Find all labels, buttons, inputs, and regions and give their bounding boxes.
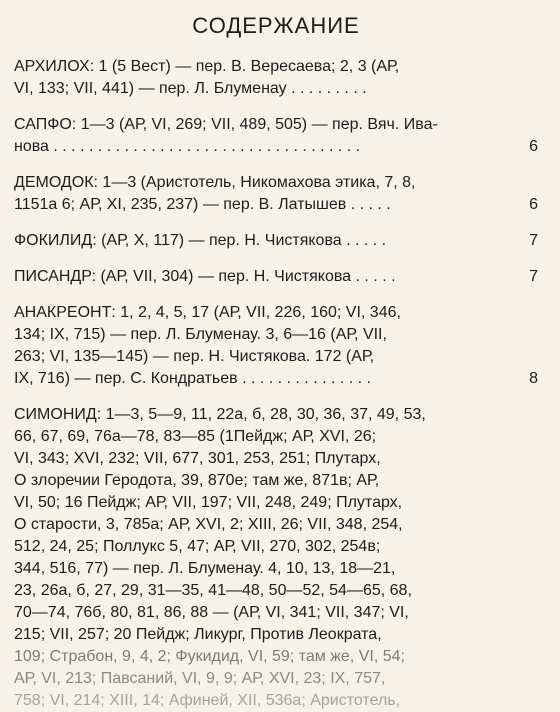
entry-line: ФОКИЛИД: (АР, X, 117) — пер. Н. Чистякова . . . . .: [14, 232, 387, 249]
page-number: 8: [529, 370, 538, 387]
toc-entry-sappho: [14, 114, 538, 158]
page-number: 7: [529, 232, 538, 249]
entry-line: 109; Страбон, 9, 4, 2; Фукидид, VI, 59; там же, VI, 54;: [14, 648, 405, 665]
entry-line: СИМОНИД: 1—3, 5—9, 11, 22а, б, 28, 30, 36, 37, 49, 53,: [14, 406, 426, 423]
entry-line: О злоречии Геродота, 39, 870е; там же, 871в; АР,: [14, 472, 380, 489]
entry-line: 758; VI, 214; XIII, 14; Афиней, XII, 536а; Аристотель,: [14, 692, 401, 709]
entry-line: нова . . . . . . . . . . . . . . . . . . . . . . . . . . . . . . . . . . .: [14, 138, 361, 155]
entry-line: VI, 343; XVI, 232; VII, 677, 301, 253, 251; Плутарх,: [14, 450, 381, 467]
entry-line: 215; VII, 257; 20 Пейдж; Ликург, Против Леократа,: [14, 626, 382, 643]
entry-line: 512, 24, 25; Поллукс 5, 47; АР, VII, 270, 302, 254в;: [14, 538, 381, 555]
page-title: СОДЕРЖАНИЕ: [192, 13, 360, 38]
toc-entry-anacreon: [14, 302, 538, 390]
toc-entry-peisander: [14, 266, 538, 288]
page-number: 6: [529, 138, 538, 155]
entry-line: VI, 50; 16 Пейдж; АР, VII, 197; VII, 248, 249; Плутарх,: [14, 494, 403, 511]
entry-line: 70—74, 76б, 80, 81, 86, 88 — (АР, VI, 341; VII, 347; VI,: [14, 604, 409, 621]
entry-line: САПФО: 1—3 (АР, VI, 269; VII, 489, 505) — пер. Вяч. Ива-: [14, 116, 438, 133]
entry-line: 23, 26а, б, 27, 29, 31—35, 41—48, 50—52, 54—65, 68,: [14, 582, 412, 599]
entry-line: АНАКРЕОНТ: 1, 2, 4, 5, 17 (АР, VII, 226, 160; VI, 346,: [14, 304, 401, 321]
entry-line: АРХИЛОХ: 1 (5 Вест) — пер. В. Вересаева; 2, 3 (АР,: [14, 58, 400, 75]
entry-line: 344, 516, 77) — пер. Л. Блуменау. 4, 10, 13, 18—21,: [14, 560, 396, 577]
entry-line: О старости, 3, 785а; АР, XVI, 2; XIII, 26; VII, 348, 254,: [14, 516, 403, 533]
entry-line: IX, 716) — пер. С. Кондратьев . . . . . . . . . . . . . . .: [14, 370, 371, 387]
toc-entry-phocylides: [14, 230, 538, 252]
entry-line: 1151а 6; АР, XI, 235, 237) — пер. В. Латышев . . . . .: [14, 196, 391, 213]
entry-line: ПИСАНДР: (АР, VII, 304) — пер. Н. Чистякова . . . . .: [14, 268, 396, 285]
entry-line: 263; VI, 135—145) — пер. Н. Чистякова. 172 (АР,: [14, 348, 375, 365]
entry-line: АР, VI, 213; Павсаний, VI, 9, 9; АР, XVI, 23; IX, 757,: [14, 670, 386, 687]
page-number: 7: [529, 268, 538, 285]
toc-entry-demodocus: [14, 172, 538, 216]
entry-line: 66, 67, 69, 76а—78, 83—85 (1Пейдж; АР, XVI, 26;: [14, 428, 377, 445]
entry-line: 134; IX, 715) — пер. Л. Блуменау. 3, 6—16 (АР, VII,: [14, 326, 387, 343]
page-number: 6: [529, 196, 538, 213]
entry-line: VI, 133; VII, 441) — пер. Л. Блуменау . . . . . . . . .: [14, 80, 367, 97]
toc-entry-archilochus: [14, 56, 538, 100]
toc-entry-simonides: [14, 404, 538, 712]
entry-line: ДЕМОДОК: 1—3 (Аристотель, Никомахова этика, 7, 8,: [14, 174, 416, 191]
